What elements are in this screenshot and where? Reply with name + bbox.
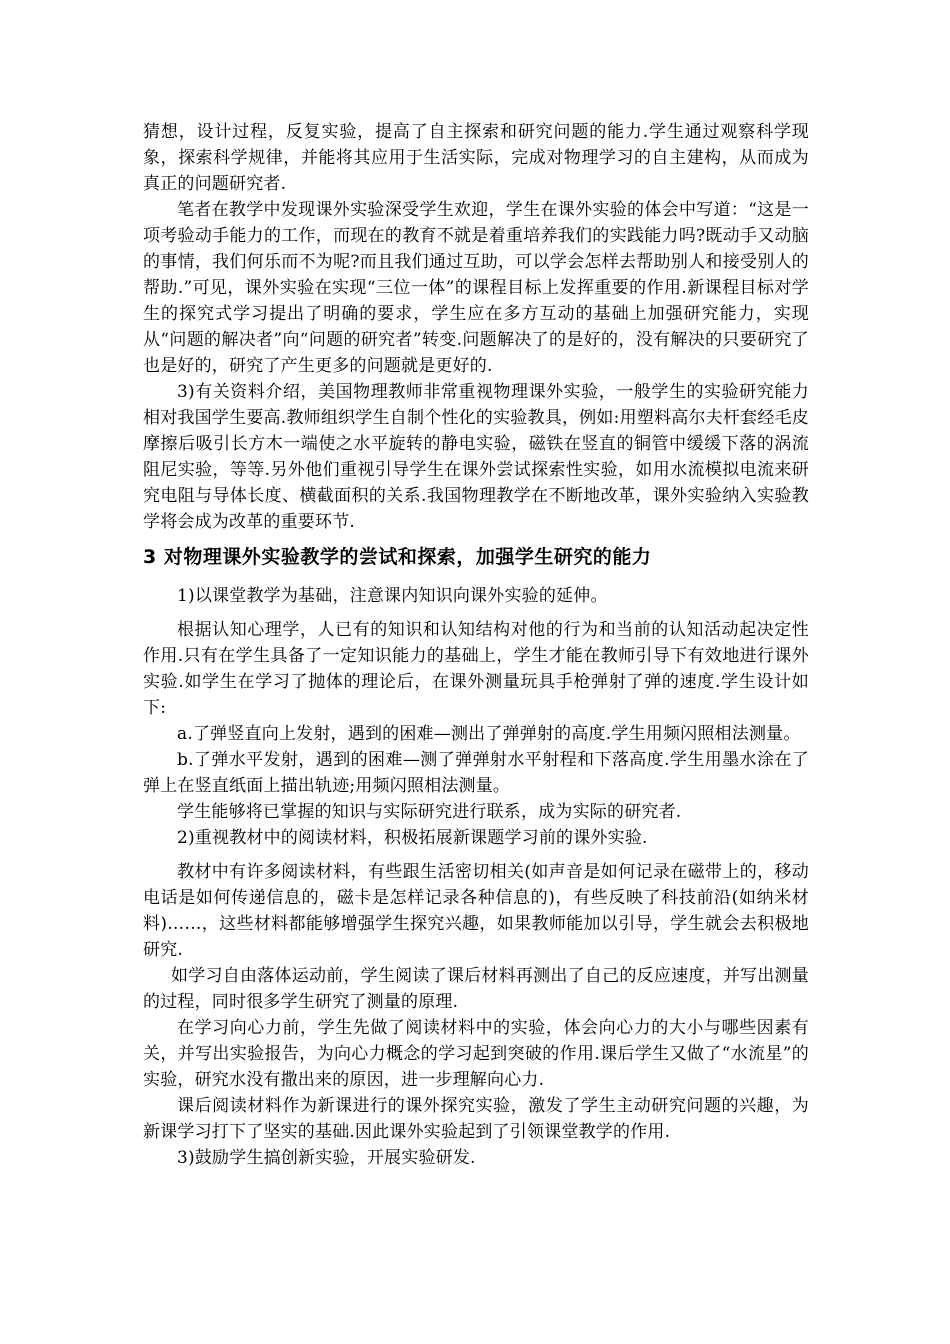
paragraph-point-3: 3)鼓励学生搞创新实验，开展实验研发. [177,1148,476,1168]
paragraph-point-1: 1)以课堂教学为基础，注意课内知识向课外实验的延伸。 [177,586,608,606]
paragraph-continuation: 猜想，设计过程，反复实验，提高了自主探索和研究问题的能力.学生通过观察科学现象，探索科学规律，并能将其应用于生活实际，完成对物理学习的自主建构，从而成为真正的问题研究者. [143,122,809,194]
paragraph-item-b: b.了弹水平发射，遇到的困难—测了弹弹射水平射程和下落高度.学生用墨水涂在了弹上在竖直纸面上描出轨迹;用频闪照相法测量。 [143,750,809,796]
paragraph-student-feedback: 笔者在教学中发现课外实验深受学生欢迎，学生在课外实验的体会中写道：“这是一项考验动手能力的工作，而现在的教育不就是着重培养我们的实践能力吗?既动手又动脑的事情，我们何乐而不为呢?而且我们通过互助，可以学会怎样去帮助别人和接受别人的帮助.”可见，课外实验在实现“三位一体”的课程目标上发挥重要的作用.新课程目标对学生的探究式学习提出了明确的要求，学生应在多方互动的基础上加强研究能力，实现从“问题的解决者”向“问题的研究者”转变.问题解决了的是好的，没有解决的只要研究了也是好的，研究了产生更多的问题就是更好的. [143,200,809,376]
paragraph-cognitive-psychology: 根据认知心理学，人已有的知识和认知结构对他的行为和当前的认知活动起决定性作用.只有在学生具备了一定知识能力的基础上，学生才能在教师引导下有效地进行课外实验.如学生在学习了抛体的理论后，在课外测量玩具手枪弹射了弹的速度.学生设计如下: [143,620,809,718]
paragraph-free-fall: 如学习自由落体运动前，学生阅读了课后材料再测出了自己的反应速度，并写出测量的过程，同时很多学生研究了测量的原理. [143,966,809,1012]
paragraph-centripetal: 在学习向心力前，学生先做了阅读材料中的实验，体会向心力的大小与哪些因素有关，并写出实验报告，为向心力概念的学习起到突破的作用.课后学生又做了“水流星”的实验，研究水没有撒出来的原因，进一步理解向心力. [143,1018,809,1090]
paragraph-point-2: 2)重视教材中的阅读材料，积极拓展新课题学习前的课外实验. [177,828,648,848]
section-heading: 3 对物理课外实验教学的尝试和探索，加强学生研究的能力 [143,546,652,568]
document-body [143,119,809,1171]
paragraph-item-a: a.了弹竖直向上发射，遇到的困难—测出了弹弹射的高度.学生用频闪照相法测量。 [177,724,801,744]
paragraph-summary: 学生能够将已掌握的知识与实际研究进行联系，成为实际的研究者. [177,802,682,822]
paragraph-after-class: 课后阅读材料作为新课进行的课外探究实验，激发了学生主动研究问题的兴趣，为新课学习打下了坚实的基础.因此课外实验起到了引领课堂教学的作用. [143,1096,809,1142]
paragraph-us-physics: 3)有关资料介绍，美国物理教师非常重视物理课外实验，一般学生的实验研究能力相对我国学生要高.教师组织学生自制个性化的实验教具，例如:用塑料高尔夫杆套经毛皮摩擦后吸引长方木一端使之水平旋转的静电实验，磁铁在竖直的铜管中缓缓下落的涡流阻尼实验，等等.另外他们重视引导学生在课外尝试探索性实验，如用水流模拟电流来研究电阻与导体长度、横截面积的关系.我国物理教学在不断地改革，课外实验纳入实验教学将会成为改革的重要环节. [143,382,809,532]
paragraph-reading-materials: 教材中有许多阅读材料，有些跟生活密切相关(如声音是如何记录在磁带上的，移动电话是如何传递信息的，磁卡是怎样记录各种信息的)，有些反映了科技前沿(如纳米材料)……，这些材料都能够增强学生探究兴趣，如果教师能加以引导，学生就会去积极地研究. [143,862,809,960]
